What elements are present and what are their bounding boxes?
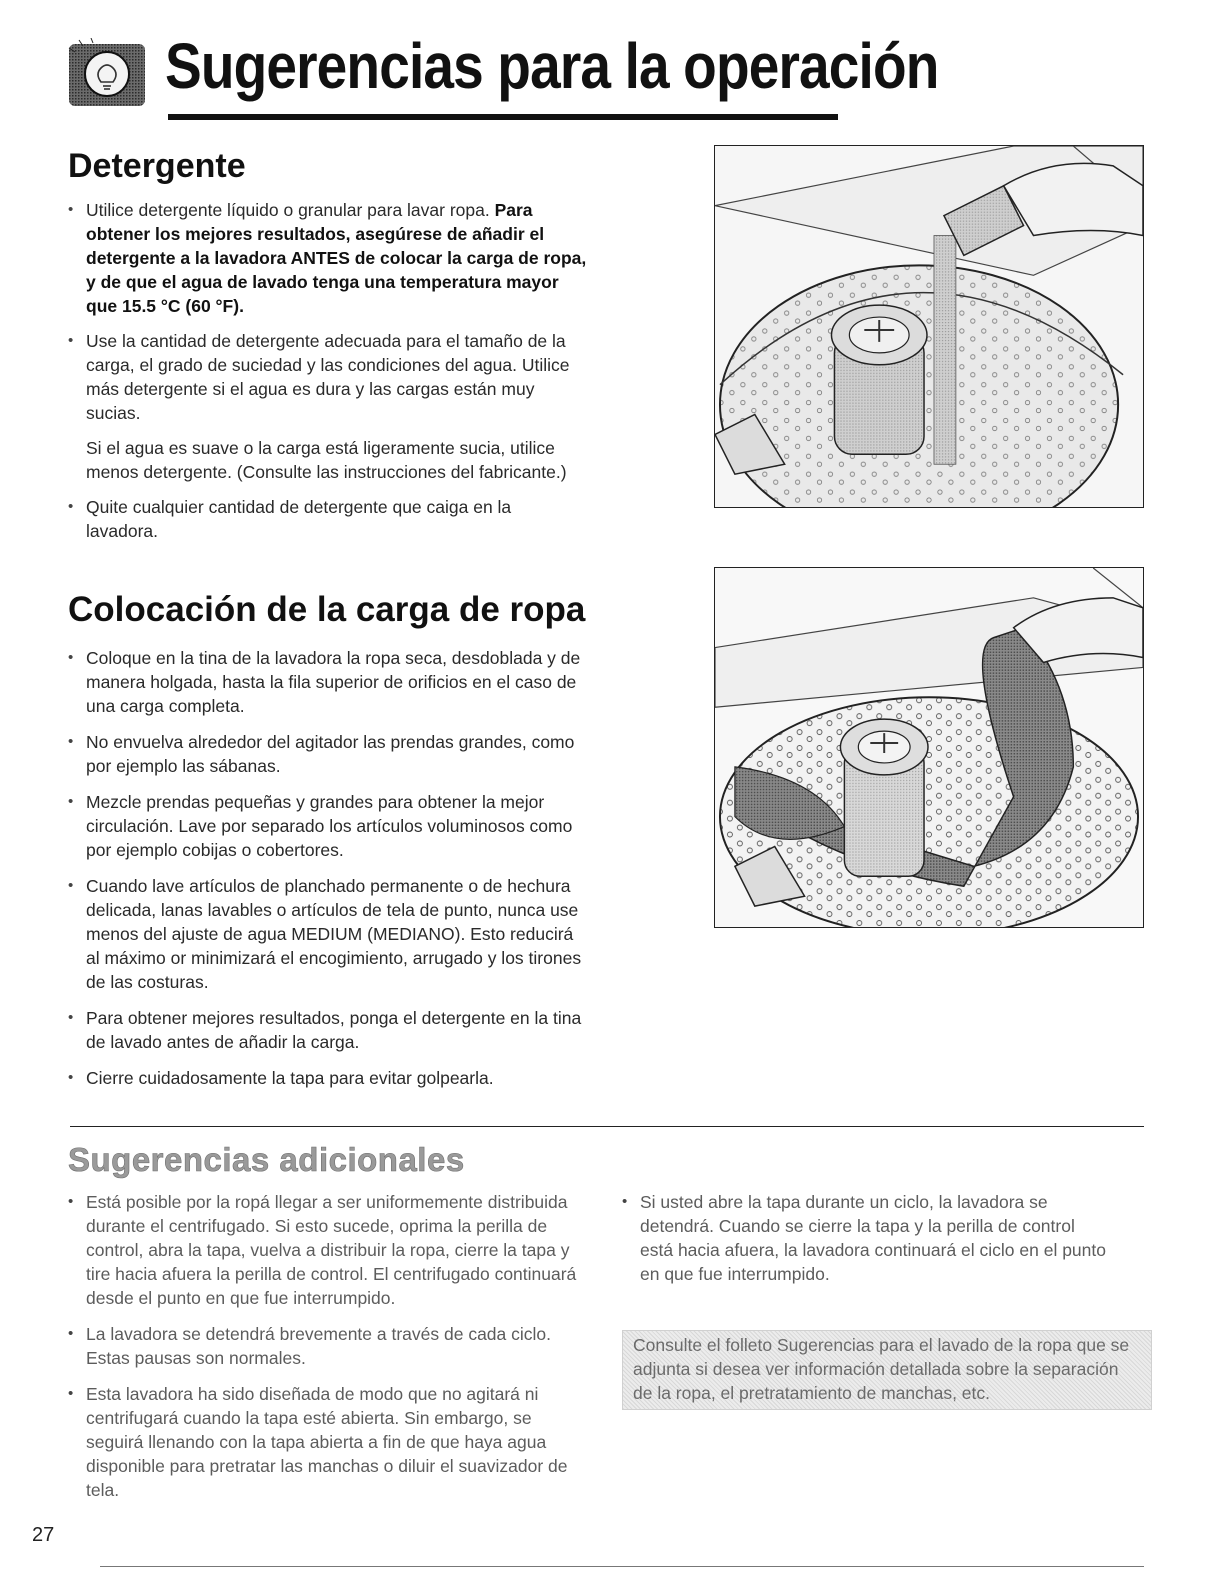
list-item: • No envuelva alrededor del agitador las prendas grandes, como por ejemplo las sábanas. [68, 730, 588, 778]
detergente-text: Utilice detergente líquido o granular para lavar ropa. [86, 200, 495, 220]
section-heading-detergente: Detergente [68, 147, 246, 185]
list-item: • Si usted abre la tapa durante un ciclo, la lavadora se detendrá. Cuando se cierre la tapa y la perilla de control está hacia afuera, la lavadora continuará el ciclo en el punto en que fue interrumpido. [622, 1190, 1112, 1286]
list-item-continuation: Si el agua es suave o la carga está ligeramente sucia, utilice menos detergente. (Consulte las instrucciones del fabricante.) [86, 438, 567, 482]
section-heading-adicionales: Sugerencias adicionales [68, 1141, 465, 1178]
page-number: 27 [32, 1524, 55, 1546]
list-item: • Esta lavadora ha sido diseñada de modo que no agitará ni centrifugará cuando la tapa esté abierta. Sin embargo, se seguirá llenando con la tapa abierta a fin de que haya agua disponible para pretratar las manchas o diluir el suavizador de tela. [68, 1382, 588, 1502]
list-item: • Para obtener mejores resultados, ponga el detergente en la tina de lavado antes de añadir la carga. [68, 1006, 588, 1054]
illustration-pouring-detergent [714, 145, 1144, 508]
list-item: • Quite cualquier cantidad de detergente que caiga en la lavadora. [68, 495, 588, 543]
section-heading-colocacion: Colocación de la carga de ropa [68, 590, 586, 629]
detergente-emphasis: Para obtener los mejores resultados, asegúrese de añadir el detergente a la lavadora ANTES de colocar la carga de ropa, y de que el agua de lavado tenga una temperatura mayor que 15.5 °C (60 °F). [86, 200, 587, 316]
adicionales-list-left [68, 1190, 588, 1502]
adicionales-list-right [622, 1190, 1112, 1286]
list-item: • Está posible por la ropá llegar a ser uniformemente distribuida durante el centrifugado. Si esto sucede, oprima la perilla de control, abra la tapa, vuelva a distribuir la ropa, cierre la tapa y tire hacia afuera la perilla de control. El centrifugado continuará desde el punto en que fue interrumpido. [68, 1190, 588, 1310]
title-rule [168, 114, 838, 120]
bottom-rule [100, 1566, 1144, 1567]
list-item: • Use la cantidad de detergente adecuada para el tamaño de la carga, el grado de suciedad y las condiciones del agua. Utilice más detergente si el agua es dura y las cargas están muy sucias. [68, 329, 588, 425]
list-item [68, 198, 588, 318]
list-item: • La lavadora se detendrá brevemente a través de cada ciclo. Estas pausas son normales. [68, 1322, 588, 1370]
list-item: • Cierre cuidadosamente la tapa para evitar golpearla. [68, 1066, 588, 1090]
note-box: Consulte el folleto Sugerencias para el lavado de la ropa que se adjunta si desea ver información detallada sobre la separación de la ropa, el pretratamiento de manchas, etc. [622, 1330, 1152, 1410]
page-title: Sugerencias para la operación [165, 30, 939, 102]
list-item: • Coloque en la tina de la lavadora la ropa seca, desdoblada y de manera holgada, hasta la fila superior de orificios en el caso de una carga completa. [68, 646, 588, 718]
illustration-loading-clothes [714, 567, 1144, 928]
list-item: • Mezcle prendas pequeñas y grandes para obtener la mejor circulación. Lave por separado los artículos voluminosos como por ejemplo cobijas o cobertores. [68, 790, 588, 862]
lightbulb-icon [63, 38, 149, 110]
list-item: • Cuando lave artículos de planchado permanente o de hechura delicada, lanas lavables o artículos de tela de punto, nunca use menos del ajuste de agua MEDIUM (MEDIANO). Esto reducirá al máximo or minimizará el encogimiento, arrugado y los tirones de las costuras. [68, 874, 588, 994]
colocacion-list [68, 646, 588, 1090]
section-divider [70, 1126, 1144, 1127]
detergente-list [68, 198, 588, 543]
